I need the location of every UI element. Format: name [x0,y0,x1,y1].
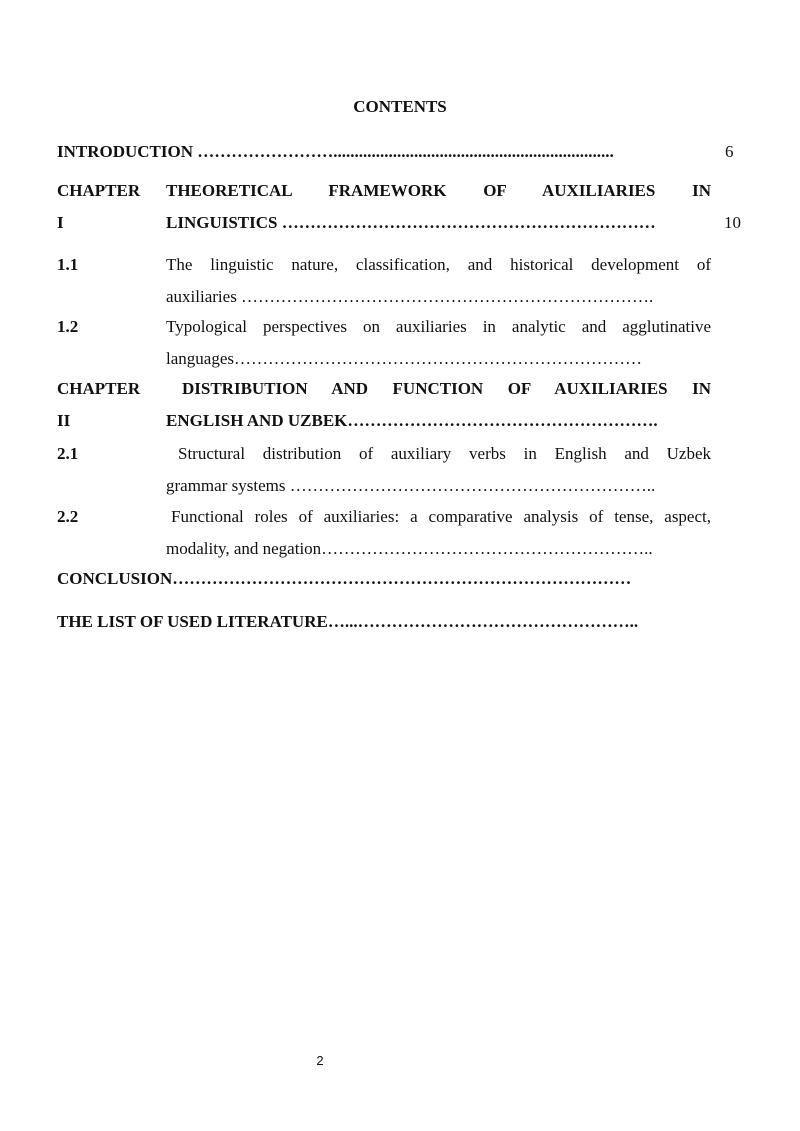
toc-section-number: 2.2 [57,507,79,526]
toc-section-1-1-cont[interactable]: auxiliaries ………………………………………………………………. [166,287,654,306]
toc-chapter1-numeral: I [57,213,64,232]
page-number: 2 [316,1053,324,1068]
toc-section-2-2-cont[interactable]: modality, and negation………………………………………………….. [166,539,653,558]
toc-section-number: 1.1 [57,255,79,274]
toc-chapter1-label: CHAPTER [57,181,141,200]
toc-section-1-2[interactable]: Typological perspectives on auxiliaries in analytic and agglutinative [166,317,711,336]
toc-section-1-2-cont[interactable]: languages……………………………………………………………… [166,349,642,368]
toc-conclusion[interactable]: CONCLUSION……………………………………………………………………… [57,569,632,588]
toc-section-2-1-cont[interactable]: grammar systems ……………………………………………………….. [166,476,656,495]
toc-introduction-page: 6 [725,142,734,161]
toc-chapter1-page: 10 [724,213,741,232]
toc-chapter2-numeral: II [57,411,71,430]
toc-literature[interactable]: THE LIST OF USED LITERATURE…...………………………………………….. [57,612,639,631]
toc-section-1-1[interactable]: The linguistic nature, classification, and historical development of [166,255,711,274]
toc-chapter2-label: CHAPTER [57,379,141,398]
toc-introduction[interactable]: INTRODUCTION …………………….................................................................. [57,142,614,161]
toc-section-number: 2.1 [57,444,79,463]
toc-section-2-2[interactable]: Functional roles of auxiliaries: a comparative analysis of tense, aspect, [171,507,711,526]
toc-chapter1-title[interactable]: THEORETICAL FRAMEWORK OF AUXILIARIES IN [166,181,711,200]
toc-section-2-1[interactable]: Structural distribution of auxiliary verbs in English and Uzbek [178,444,711,463]
toc-chapter1-title-cont[interactable]: LINGUISTICS ………………………………………………………… [166,213,656,232]
contents-heading: CONTENTS [353,97,447,116]
toc-chapter2-title[interactable]: DISTRIBUTION AND FUNCTION OF AUXILIARIES IN [182,379,711,398]
toc-section-number: 1.2 [57,317,79,336]
toc-chapter2-title-cont[interactable]: ENGLISH AND UZBEK………………………………………………. [166,411,658,430]
